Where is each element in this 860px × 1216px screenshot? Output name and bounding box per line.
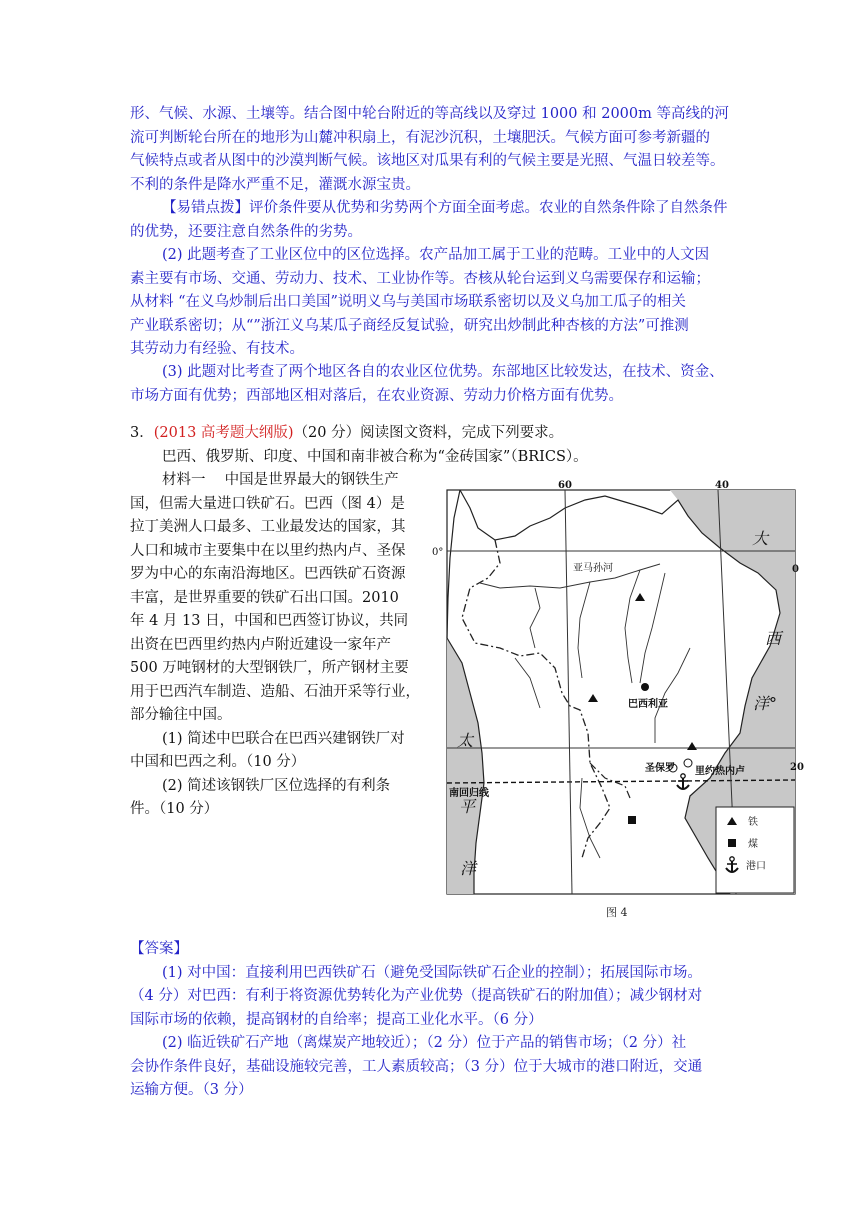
explanation-paragraph-1: [130, 103, 730, 197]
text-line: (2) 此题考查了工业区位中的区位选择。农产品加工属于工业的范畴。工业中的人文因: [162, 247, 710, 263]
material-one: [130, 469, 430, 822]
text-line: 流可判断轮台所在的地形为山麓冲积扇上，有泥沙沉积，土壤肥沃。气候方面可参考新疆的: [130, 129, 710, 146]
question-number: 3．: [130, 425, 154, 441]
brasilia-label: 巴西利亚: [628, 699, 668, 710]
error-tip-paragraph: [130, 197, 730, 244]
text-line: 会协作条件良好，基础设施较完善，工人素质较高；（3 分）位于大城市的港口附近，交通: [130, 1058, 703, 1075]
legend-iron: 铁: [748, 817, 758, 828]
answer-section: [130, 938, 740, 1103]
text-line: 年 4 月 13 日，中国和巴西签订协议，共同: [130, 613, 409, 629]
text-line: 形、气候、水源、土壤等。结合图中轮台附近的等高线以及穿过 1000 和 2000m 等高线的河: [130, 106, 729, 122]
text-line: 从材料 “在义乌炒制后出口美国”说明义乌与美国市场联系密切以及义乌加工瓜子的相关: [130, 294, 686, 310]
question-intro: （20 分）阅读图文资料，完成下列要求。: [293, 425, 564, 441]
tropic-label: 南回归线: [449, 788, 489, 799]
atlantic-label-2: 西: [765, 629, 782, 648]
atlantic-label-1: 大: [752, 529, 769, 548]
lat-20-label: 20: [790, 762, 804, 773]
question-3-line2: 巴西、俄罗斯、印度、中国和南非被合称为“金砖国家”（BRICS）。: [162, 449, 588, 465]
coal-symbol: [628, 816, 636, 824]
brasilia-marker: [641, 683, 649, 691]
atlantic-label-3: 洋°: [753, 694, 778, 713]
legend-port: 港口: [746, 861, 766, 872]
lon-40-label: 40: [715, 480, 729, 491]
brazil-map: [432, 478, 804, 896]
text-line: 件。（10 分）: [130, 801, 219, 817]
pacific-label-2: 平: [459, 797, 476, 816]
figure-caption: 图 4: [606, 906, 628, 919]
text-line: (3) 此题对比考查了两个地区各自的农业区位优势。东部地区比较发达，在技术、资金、: [162, 364, 724, 380]
pacific-label-3: 洋: [460, 859, 477, 878]
text-line: 500 万吨钢材的大型钢铁厂，所产钢材主要: [130, 660, 409, 676]
text-line: （4 分）对巴西：有利于将资源优势转化为产业优势（提高铁矿石的附加值）；减少钢材对: [130, 988, 703, 1004]
amazon-river-label: 亚马孙河: [573, 563, 613, 574]
answer-label: 【答案】: [130, 941, 188, 957]
text-line: 中国和巴西之利。（10 分）: [130, 754, 306, 770]
explanation-paragraph-3: [130, 361, 730, 408]
legend-coal: 煤: [748, 839, 758, 850]
text-line: (1) 对中国：直接利用巴西铁矿石（避免受国际铁矿石企业的控制）；拓展国际市场。: [162, 964, 702, 981]
lat-0-right-label: 0: [792, 564, 799, 575]
text-line: 国，但需大量进口铁矿石。巴西（图 4）是: [130, 495, 405, 512]
question-3-1: (1) 简述中巴联合在巴西兴建钢铁厂对: [162, 730, 405, 747]
explanation-paragraph-2: [130, 244, 730, 362]
text-line: 不利的条件是降水严重不足，灌溉水源宝贵。: [130, 176, 420, 193]
tip-text: 评价条件要从优势和劣势两个方面全面考虑。农业的自然条件除了自然条件: [249, 200, 728, 216]
rio-marker: [684, 759, 692, 767]
question-3-header: [130, 422, 563, 446]
lat-0-left-label: 0°: [432, 547, 444, 558]
question-source: (2013 高考题大纲版): [153, 425, 294, 441]
text-line: 材料一 中国是世界最大的钢铁生产: [162, 472, 399, 488]
text-line: 国际市场的依赖，提高钢材的自给率；提高工业化水平。（6 分）: [130, 1011, 543, 1028]
text-line: (2) 临近铁矿石产地（离煤炭产地较近）；（2 分）位于产品的销售市场；（2 分）社: [162, 1035, 687, 1051]
text-line: 运输方便。（3 分）: [130, 1082, 253, 1098]
sao-paulo-label: 圣保罗: [645, 763, 675, 774]
lon-60-label: 60: [558, 480, 572, 491]
text-line: 出资在巴西里约热内卢附近建设一家年产: [130, 636, 391, 653]
text-line: 素主要有市场、交通、劳动力、技术、工业协作等。杏核从轮台运到义乌需要保存和运输；: [130, 270, 710, 287]
text-line: 的优势，还要注意自然条件的劣势。: [130, 223, 362, 240]
rio-label: 里约热内卢: [695, 766, 745, 777]
text-line: 市场方面有优势；西部地区相对落后，在农业资源、劳动力价格方面有优势。: [130, 387, 623, 404]
text-line: 其劳动力有经验、有技术。: [130, 341, 304, 357]
text-line: 气候特点或者从图中的沙漠判断气候。该地区对瓜果有利的气候主要是光照、气温日较差等。: [130, 153, 725, 169]
text-line: 人口和城市主要集中在以里约热内卢、圣保: [130, 542, 406, 559]
text-line: 部分输往中国。: [130, 707, 232, 723]
text-line: [130, 197, 730, 221]
text-line: 产业联系密切；从“”浙江义乌某瓜子商经反复试验，研究出炒制此种杏核的方法”可推测: [130, 317, 689, 334]
pacific-label-1: 太: [457, 731, 474, 750]
question-3-2: (2) 简述该钢铁厂区位选择的有利条: [162, 777, 391, 794]
text-line: 丰富，是世界重要的铁矿石出口国。2010: [130, 589, 399, 606]
text-line: 罗为中心的东南沿海地区。巴西铁矿石资源: [130, 566, 406, 582]
tip-label: 【易错点拨】: [162, 200, 249, 216]
text-line: 拉丁美洲人口最多、工业最发达的国家，其: [130, 519, 406, 535]
text-line: 用于巴西汽车制造、造船、石油开采等行业，: [130, 683, 420, 700]
